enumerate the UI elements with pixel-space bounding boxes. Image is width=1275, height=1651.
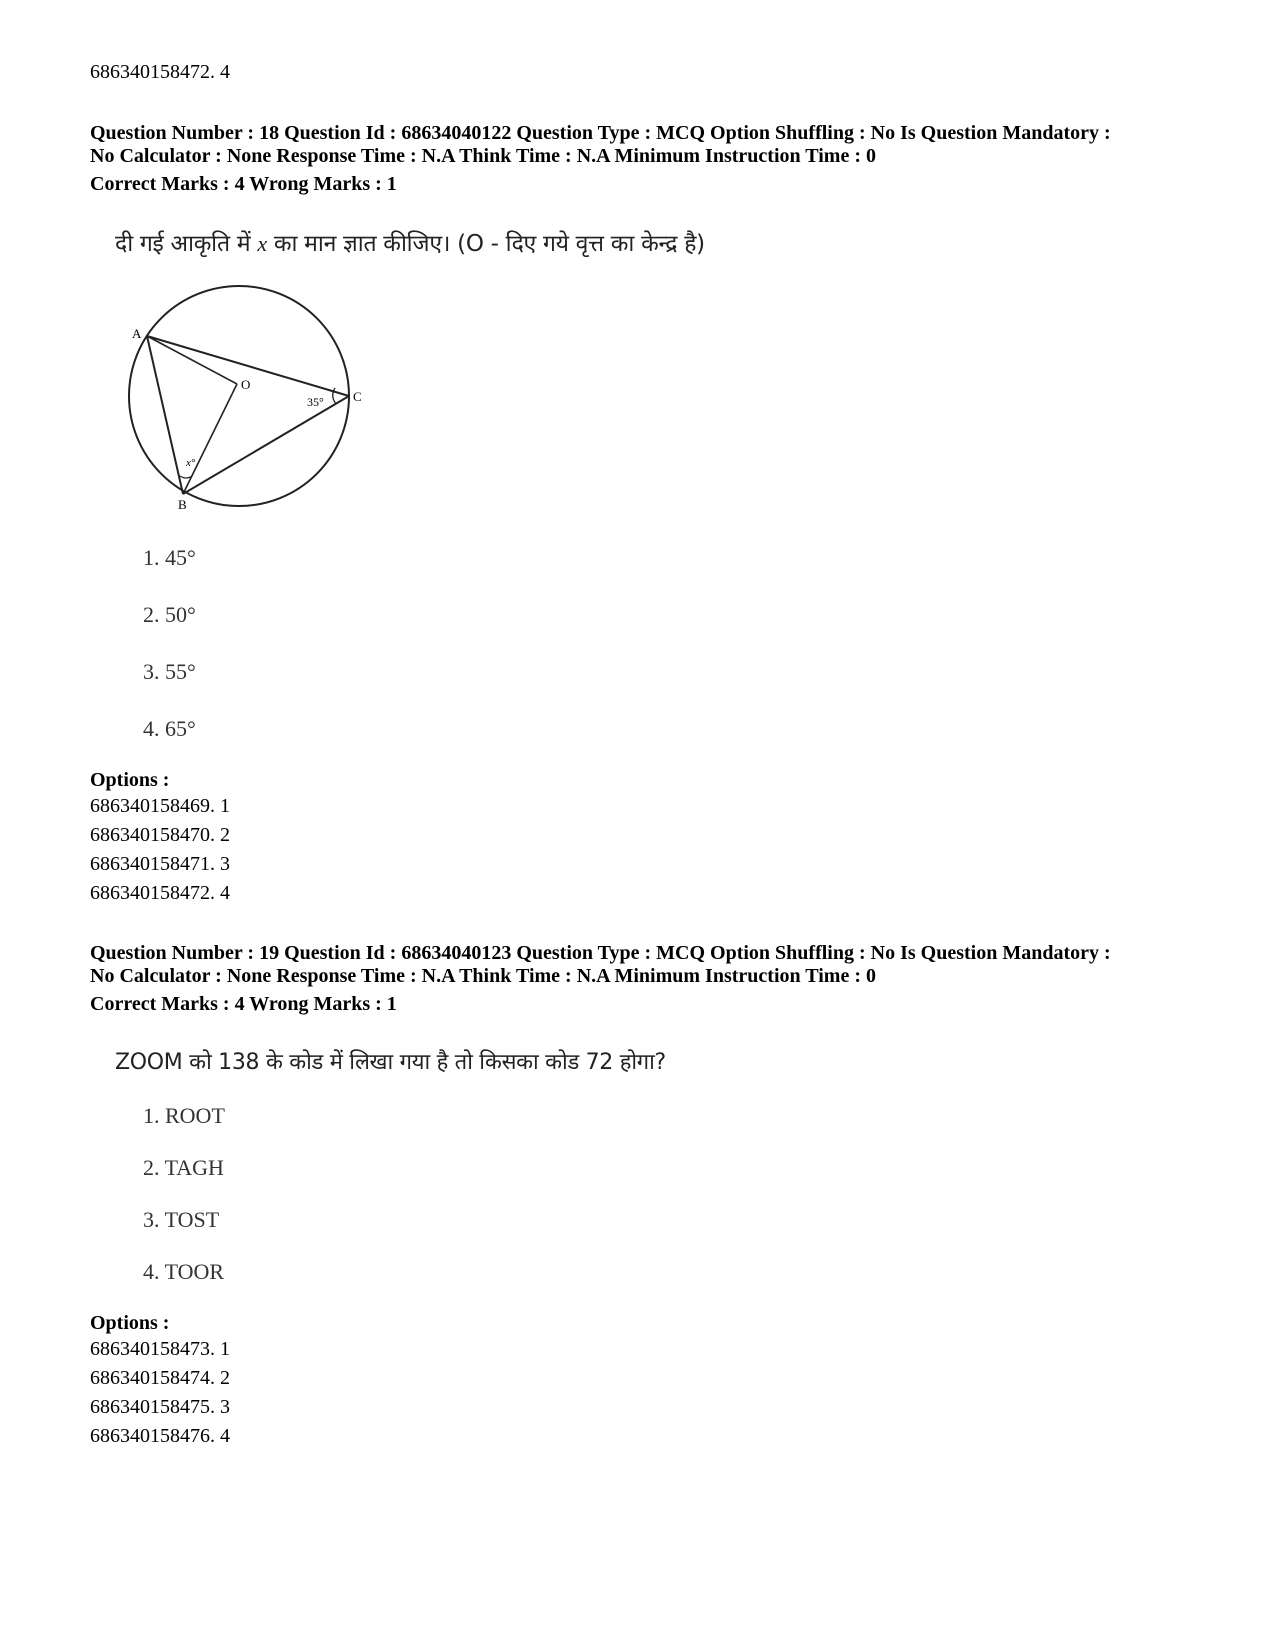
q18-marks: Correct Marks : 4 Wrong Marks : 1 <box>90 173 397 195</box>
q18-header-line1: Question Number : 18 Question Id : 68634040122 Question Type : MCQ Option Shuffling : No Is Question Mandatory : <box>90 122 1111 144</box>
chord-ab <box>147 336 183 494</box>
q19-option-4: 686340158476. 4 <box>90 1425 230 1447</box>
q18-choice-2: 2. 50° <box>143 602 196 627</box>
label-b: B <box>178 497 187 512</box>
q19-question-text: ZOOM को 138 के कोड में लिखा गया है तो किसका कोड 72 होगा? <box>115 1050 666 1075</box>
angle-label-b: x° <box>186 457 196 469</box>
label-o: O <box>241 377 251 392</box>
q18-options-label: Options : <box>90 769 170 791</box>
angle-label-c: 35° <box>307 395 324 409</box>
q18-choice-3: 3. 55° <box>143 659 196 684</box>
q19-options-list <box>90 1335 230 1451</box>
q18-question-text-part1: दी गई आकृति में <box>115 231 258 257</box>
q18-circle-figure <box>120 280 380 520</box>
q19-header-line2: No Calculator : None Response Time : N.A Think Time : N.A Minimum Instruction Time : 0 <box>90 965 876 987</box>
q19-choice-2: 2. TAGH <box>143 1155 224 1180</box>
q19-option-1: 686340158473. 1 <box>90 1338 230 1360</box>
q18-question-text <box>115 226 705 258</box>
q19-options-label: Options : <box>90 1312 170 1334</box>
q18-option-1: 686340158469. 1 <box>90 795 230 817</box>
q18-variable-x: x <box>257 231 267 256</box>
q18-option-4: 686340158472. 4 <box>90 882 230 904</box>
q18-option-2: 686340158470. 2 <box>90 824 230 846</box>
radius-oa <box>147 336 237 384</box>
q19-header-line1: Question Number : 19 Question Id : 68634040123 Question Type : MCQ Option Shuffling : No Is Question Mandatory : <box>90 942 1111 964</box>
angle-arc-b <box>180 476 192 478</box>
q19-choice-1: 1. ROOT <box>143 1103 225 1128</box>
q19-option-3: 686340158475. 3 <box>90 1396 230 1418</box>
q18-choice-1: 1. 45° <box>143 545 196 570</box>
q19-choice-4: 4. TOOR <box>143 1259 225 1284</box>
q18-options-list <box>90 792 230 908</box>
q19-option-2: 686340158474. 2 <box>90 1367 230 1389</box>
q18-header-line2: No Calculator : None Response Time : N.A Think Time : N.A Minimum Instruction Time : 0 <box>90 145 876 167</box>
q18-option-3: 686340158471. 3 <box>90 853 230 875</box>
q18-choice-4: 4. 65° <box>143 716 196 741</box>
label-a: A <box>132 326 142 341</box>
q19-choice-3: 3. TOST <box>143 1207 220 1232</box>
label-c: C <box>353 389 362 404</box>
q19-marks: Correct Marks : 4 Wrong Marks : 1 <box>90 993 397 1015</box>
angle-arc-c <box>333 388 336 404</box>
q18-question-text-part2: का मान ज्ञात कीजिए। (O - दिए गये वृत्त का केन्द्र है) <box>266 231 705 257</box>
previous-option-line: 686340158472. 4 <box>90 61 230 83</box>
